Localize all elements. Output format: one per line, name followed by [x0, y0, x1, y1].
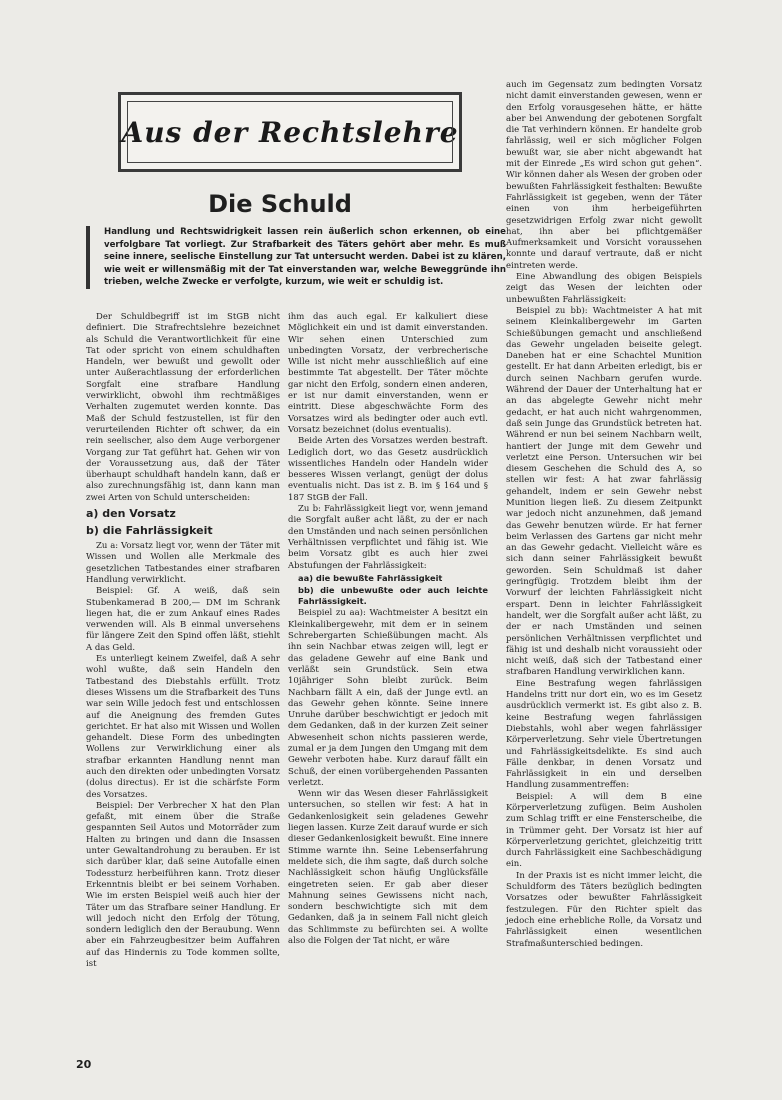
paragraph: ihm das auch egal. Er kalkuliert diese Möglichkeit ein und ist damit einverstanden. Wir sehen einen Unterschied zum unbedingten Vorsatz, der verbrecherische Wille ist nicht mehr ausschließlich auf eine bestimmte Tat abgestellt. Der Täter möchte gar nicht den Erfolg, sondern einen anderen, er ist nur damit einverstanden, wenn er eintritt. Diese abgeschwächte Form des Vorsatzes wird als bedingter oder auch evtl. Vorsatz bezeichnet (dolus eventualis). [288, 312, 488, 435]
paragraph: Beispiel: Der Verbrecher X hat den Plan gefaßt, mit einem über die Straße gespannten Seil Autos und Motorräder zum Halten zu bringen und dann die Insassen unter Gewaltandrohung zu berauben. Er ist sich darüber klar, daß seine Autofalle einen Todessturz herbeiführen kann. Trotz dieser Erkenntnis bleibt er bei seinem Vorhaben. Wie im ersten Beispiel weiß auch hier der Täter um das Strafbare seiner Handlung. Er will jedoch nicht den Erfolg der Tötung, sondern lediglich den der Beraubung. Wenn aber ein Fahrzeugbesitzer beim Auffahren auf das Hindernis zu Tode kommen sollte, ist [86, 800, 280, 970]
article-intro: Handlung und Rechtswidrigkeit lassen rein äußerlich schon erkennen, ob eine verfolgbare Tat vorliegt. Zur Strafbarkeit des Täters gehört aber mehr. Es muß seine innere, seelische Einstellung zur Tat untersucht werden. Dabei ist zu klären, wie weit er willensmäßig mit der Tat einverstanden war, welche Beweggründe ihn trieben, welche Zwecke er verfolgte, kurzum, wie weit er schuldig ist. [86, 226, 506, 289]
paragraph: Eine Bestrafung wegen fahrlässigen Handelns tritt nur dort ein, wo es im Gesetz ausdrücklich vermerkt ist. Es gibt also z. B. keine Bestrafung wegen fahrlässigen Diebstahls, wohl aber wegen fahrlässiger Körperverletzung. Sehr viele Übertretungen und Fahrlässigkeitsdelikte. Es sind auch Fälle denkbar, in denen Vorsatz und Fahrlässigkeit in ein und derselben Handlung zusammentreffen: [506, 678, 702, 791]
paragraph: Beispiel zu aa): Wachtmeister A besitzt ein Kleinkalibergewehr, mit dem er in seinem Schrebergarten Schießübungen macht. Als ihn sein Nachbar etwas zeigen will, legt er das geladene Gewehr auf eine Bank und verläßt sein Grundstück. Sein etwa 10jähriger Sohn bleibt zurück. Beim Nachbarn fällt A ein, daß der Junge evtl. an das Gewehr gehen könnte. Seine innere Unruhe darüber beschwichtigt er jedoch mit dem Gedanken, daß in der kurzen Zeit seiner Abwesenheit schon nichts passieren werde, zumal er ja dem Jungen den Umgang mit dem Gewehr verboten habe. Kurz darauf fällt ein Schuß, der einen vorübergehenden Passanten verletzt. [288, 608, 488, 788]
paragraph: Der Schuldbegriff ist im StGB nicht definiert. Die Strafrechtslehre bezeichnet als Schuld die Verantwortlichkeit für eine Tat oder spricht von einem schuldhaften Handeln, wer bewußt und gewollt oder unter Außerachtlassung der erforderlichen Sorgfalt eine strafbare Handlung verwirklicht, obwohl ihm rechtmäßiges Verhalten zugemutet werden konnte. Das Maß der Schuld festzustellen, ist für den verurteilenden Richter oft schwer, da ein rein seelischer, also dem Auge verborgener Vorgang zur Tat geführt hat. Gehen wir von der Voraussetzung aus, daß der Täter überhaupt schuldhaft handeln kann, daß er also zurechnungsfähig ist, dann kann man zwei Arten von Schuld unterscheiden: [86, 312, 280, 503]
paragraph: Beispiel: Gf. A weiß, daß sein Stubenkamerad B 200,— DM im Schrank liegen hat, die er zum Ankauf eines Rades verwenden will. Als B einmal unversehens für längere Zeit den Spind offen läßt, stiehlt A das Geld. [86, 586, 280, 653]
column-3 [506, 80, 702, 950]
column-1 [86, 312, 280, 970]
paragraph: auch im Gegensatz zum bedingten Vorsatz nicht damit einverstanden gewesen, wenn er den Erfolg vorausgesehen hätte, er hätte aber bei Anwendung der gebotenen Sorgfalt die Tat verhindern können. Er handelte grob fahrlässig, weil er sich möglicher Folgen bewußt war, sie aber nicht abgewandt hat mit der Einrede „Es wird schon gut gehen“. Wir können daher als Wesen der groben oder bewußten Fahrlässigkeit festhalten: Bewußte Fahrlässigkeit ist gegeben, wenn der Täter einen von ihm herbeigeführten gesetzwidrigen Erfolg zwar nicht gewollt hat, ihn aber bei pflichtgemäßer Aufmerksamkeit und Vorsicht voraussehen konnte und darauf vertraute, daß er nicht eintreten werde. [506, 80, 702, 271]
column-2 [288, 312, 488, 947]
subheading-bb: bb) die unbewußte oder auch leichte Fahrlässigkeit. [298, 585, 488, 607]
paragraph: Wenn wir das Wesen dieser Fahrlässigkeit untersuchen, so stellen wir fest: A hat in Gedankenlosigkeit sein geladenes Gewehr liegen lassen. Kurze Zeit darauf wurde er sich dieser Gedankenlosigkeit bewußt. Eine innere Stimme warnte ihn. Seine Lebenserfahrung meldete sich, die ihm sagte, daß durch solche Nachlässigkeit schon häufig Unglücksfälle eingetreten seien. Er gab aber dieser Mahnung seines Gewissens nicht nach, sondern beschwichtigte sich mit dem Gedanken, daß ja in seinem Fall nicht gleich das Schlimmste zu befürchten sei. A wollte also die Folgen der Tat nicht, er wäre [288, 789, 488, 947]
article-title: Die Schuld [208, 190, 352, 218]
banner-title: Aus der Rechtslehre [121, 115, 459, 149]
paragraph: Beispiel zu bb): Wachtmeister A hat mit seinem Kleinkalibergewehr im Garten Schießübungen gemacht und anschließend das Gewehr ungeladen beiseite gelegt. Daneben hat er eine Schachtel Munition gestellt. Er hat dann Arbeiten erledigt, bis er durch seinen Nachbarn gerufen wurde. Während der Dauer der Unterhaltung hat er an das abgelegte Gewehr nicht mehr gedacht, er hat auch nicht wahrgenommen, daß sein Junge das Grundstück betreten hat. Während er nun bei seinem Nachbarn weilt, hantiert der Junge mit dem Gewehr und verletzt eine Person. Untersuchen wir bei diesem Geschehen die Schuld des A, so stellen wir fest: A hat zwar fahrlässig gehandelt, indem er sein Gewehr nebst Munition liegen ließ. Zu diesem Zeitpunkt war jedoch nicht anzunehmen, daß jemand das Gewehr benutzen würde. Er hat ferner beim Verlassen des Gartens gar nicht mehr an das Gewehr gedacht. Vielleicht wäre es sich dann seiner Fahrlässigkeit bewußt geworden. Sein Schuldmaß ist daher geringfügig. Trotzdem bleibt ihm der Vorwurf der leichten Fahrlässigkeit nicht erspart. Denn in leichter Fahrlässigkeit handelt, wer die Sorgfalt außer acht läßt, zu der er nach Umständen und seinen persönlichen Verhältnissen verpflichtet und fähig ist und deshalb nicht voraussieht oder nicht weiß, daß sich der Tatbestand einer strafbaren Handlung verwirklichen kann. [506, 305, 702, 678]
paragraph: Es unterliegt keinem Zweifel, daß A sehr wohl wußte, daß sein Handeln den Tatbestand des Diebstahls erfüllt. Trotz dieses Wissens um die Strafbarkeit des Tuns war sein Wille jedoch fest und entschlossen auf die Aneignung des fremden Gutes gerichtet. Er hat also mit Wissen und Wollen gehandelt. Diese Form des unbedingten Wollens zur Verwirklichung einer als strafbar erkannten Handlung nennt man auch den direkten oder unbedingten Vorsatz (dolus directus). Er ist die schärfste Form des Vorsatzes. [86, 654, 280, 800]
paragraph: Beispiel: A will dem B eine Körperverletzung zufügen. Beim Ausholen zum Schlag trifft er eine Fensterscheibe, die in Trümmer geht. Der Vorsatz ist hier auf Körperverletzung gerichtet, gleichzeitig tritt durch Fahrlässigkeit eine Sachbeschädigung ein. [506, 791, 702, 870]
page-number: 20 [76, 1058, 92, 1071]
paragraph: In der Praxis ist es nicht immer leicht, die Schuldform des Täters bezüglich bedingten Vorsatzes oder bewußter Fahrlässigkeit festzulegen. Für den Richter spielt das jedoch eine erhebliche Rolle, da Vorsatz und Fahrlässigkeit einen wesentlichen Strafmaßunterschied bedingen. [506, 870, 702, 949]
subheading-aa: aa) die bewußte Fahrlässigkeit [298, 572, 443, 583]
paragraph: Beide Arten des Vorsatzes werden bestraft. Lediglich dort, wo das Gesetz ausdrücklich wissentliches Handeln oder Handeln wider besseres Wissen verlangt, genügt der dolus eventualis nicht. Das ist z. B. im § 164 und § 187 StGB der Fall. [288, 436, 488, 503]
heading-vorsatz: a) den Vorsatz [86, 507, 176, 521]
paragraph: Zu a: Vorsatz liegt vor, wenn der Täter mit Wissen und Wollen alle Merkmale des gesetzlichen Tatbestandes einer strafbaren Handlung verwirklicht. [86, 541, 280, 585]
paragraph: Eine Abwandlung des obigen Beispiels zeigt das Wesen der leichten oder unbewußten Fahrlässigkeit: [506, 272, 702, 305]
heading-fahrlaessigkeit: b) die Fahrlässigkeit [86, 524, 213, 538]
banner-box [118, 92, 462, 172]
paragraph: Zu b: Fahrlässigkeit liegt vor, wenn jemand die Sorgfalt außer acht läßt, zu der er nach den Umständen und nach seinen persönlichen Verhältnissen verpflichtet und fähig ist. Wie beim Vorsatz gibt es auch hier zwei Abstufungen der Fahrlässigkeit: [288, 504, 488, 571]
